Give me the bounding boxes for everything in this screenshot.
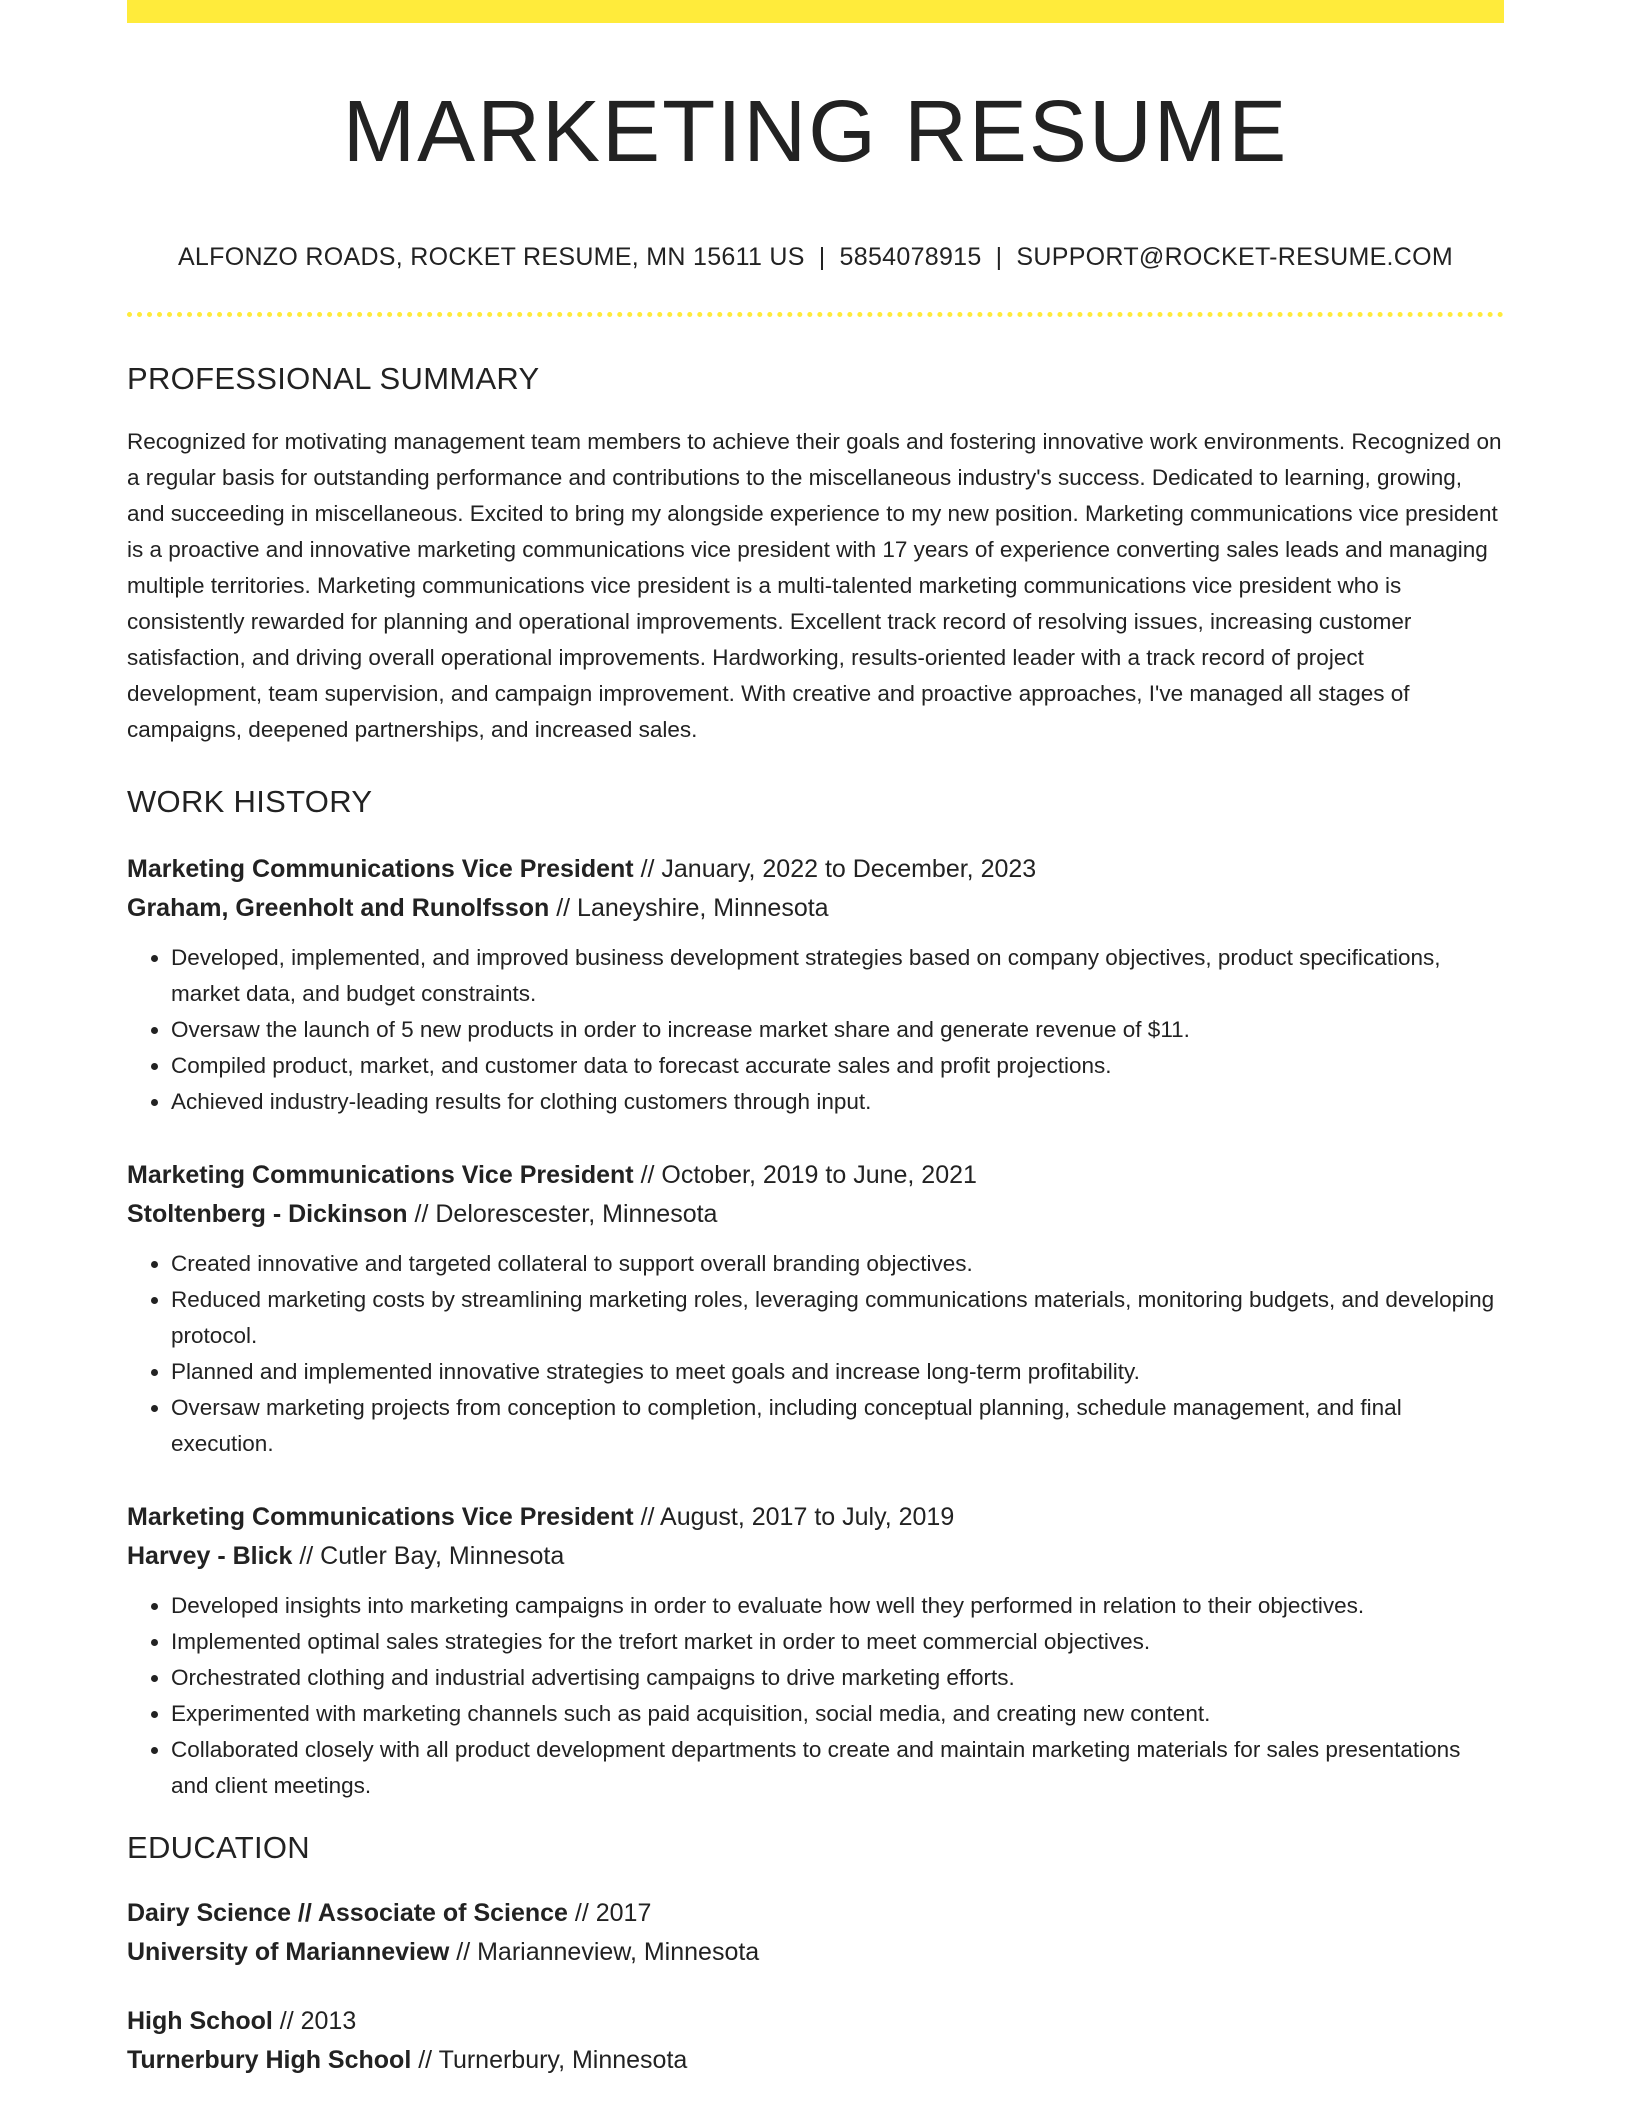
job-bullet: • Achieved industry-leading results for clothing customers through input. bbox=[171, 1084, 1504, 1120]
contact-separator: | bbox=[995, 242, 1003, 271]
education-school-line bbox=[127, 1933, 1504, 1972]
education-degree: High School bbox=[127, 2006, 273, 2035]
job-company-line bbox=[127, 1537, 1504, 1576]
job-title-line bbox=[127, 1156, 1504, 1195]
job-location: // Laneyshire, Minnesota bbox=[549, 893, 829, 922]
work-history-heading: WORK HISTORY bbox=[127, 783, 373, 819]
job-bullet: • Oversaw marketing projects from conception to completion, including conceptual planning, schedule management, and final execution. bbox=[171, 1390, 1504, 1462]
job-title-line bbox=[127, 1498, 1504, 1537]
resume-page bbox=[127, 0, 1504, 2080]
education-degree-line bbox=[127, 1894, 1504, 1933]
job-bullet: • Developed, implemented, and improved business development strategies based on company objectives, product specifications, market data, and budget constraints. bbox=[171, 940, 1504, 1012]
summary-text: Recognized for motivating management team members to achieve their goals and fostering innovative work environments. Recognized on a regular basis for outstanding performance and contributions to the miscellaneous industry's success. Dedicated to learning, growing, and succeeding in miscellaneous. Excited to bring my alongside experience to my new position. Marketing communications vice president is a proactive and innovative marketing communications vice president with 17 years of experience converting sales leads and managing multiple territories. Marketing communications vice president is a multi-talented marketing communications vice president who is consistently rewarded for planning and operational improvements. Excellent track record of resolving issues, increasing customer satisfaction, and driving overall operational improvements. Hardworking, results-oriented leader with a track record of project development, team supervision, and campaign improvement. With creative and proactive approaches, I've managed all stages of campaigns, deepened partnerships, and increased sales. bbox=[127, 428, 1502, 742]
job-entry bbox=[127, 1156, 1504, 1462]
job-dates: // August, 2017 to July, 2019 bbox=[633, 1502, 955, 1531]
contact-line bbox=[127, 243, 1504, 272]
education-school: University of Marianneview bbox=[127, 1937, 450, 1966]
contact-phone: 5854078915 bbox=[839, 242, 982, 271]
education-degree-line bbox=[127, 2002, 1504, 2041]
job-role: Marketing Communications Vice President bbox=[127, 1502, 634, 1531]
education-entry bbox=[127, 1894, 1504, 1972]
education-degree: Dairy Science // Associate of Science bbox=[127, 1898, 568, 1927]
resume-title: MARKETING RESUME bbox=[342, 83, 1289, 180]
education-heading: EDUCATION bbox=[127, 1829, 310, 1865]
job-company: Graham, Greenholt and Runolfsson bbox=[127, 893, 550, 922]
job-location: // Delorescester, Minnesota bbox=[407, 1199, 718, 1228]
job-bullet: • Planned and implemented innovative strategies to meet goals and increase long-term profitability. bbox=[171, 1354, 1504, 1390]
job-bullet: • Reduced marketing costs by streamlining marketing roles, leveraging communications materials, monitoring budgets, and developing protocol. bbox=[171, 1282, 1504, 1354]
job-dates: // October, 2019 to June, 2021 bbox=[633, 1160, 977, 1189]
job-bullet: • Compiled product, market, and customer data to forecast accurate sales and profit projections. bbox=[171, 1048, 1504, 1084]
dotted-divider bbox=[127, 312, 1504, 317]
education-school-line bbox=[127, 2041, 1504, 2080]
job-bullet: • Orchestrated clothing and industrial advertising campaigns to drive marketing efforts. bbox=[171, 1660, 1504, 1696]
education-location: // Turnerbury, Minnesota bbox=[411, 2045, 688, 2074]
job-bullet: • Implemented optimal sales strategies for the trefort market in order to meet commercial objectives. bbox=[171, 1624, 1504, 1660]
job-dates: // January, 2022 to December, 2023 bbox=[633, 854, 1037, 883]
education-year: // 2017 bbox=[567, 1898, 652, 1927]
job-entry bbox=[127, 1498, 1504, 1804]
job-bullets bbox=[127, 940, 1504, 1120]
job-bullet: • Created innovative and targeted collateral to support overall branding objectives. bbox=[171, 1246, 1504, 1282]
job-entry bbox=[127, 850, 1504, 1120]
job-bullet: • Oversaw the launch of 5 new products in order to increase market share and generate revenue of $11. bbox=[171, 1012, 1504, 1048]
job-title-line bbox=[127, 850, 1504, 889]
contact-email: SUPPORT@ROCKET-RESUME.COM bbox=[1016, 242, 1454, 271]
contact-separator: | bbox=[818, 242, 826, 271]
job-bullets bbox=[127, 1588, 1504, 1804]
job-role: Marketing Communications Vice President bbox=[127, 854, 634, 883]
accent-top-bar bbox=[127, 0, 1504, 23]
job-bullets bbox=[127, 1246, 1504, 1462]
job-company: Harvey - Blick bbox=[127, 1541, 293, 1570]
job-bullet: • Collaborated closely with all product development departments to create and maintain marketing materials for sales presentations and client meetings. bbox=[171, 1732, 1504, 1804]
job-company-line bbox=[127, 889, 1504, 928]
contact-address: ALFONZO ROADS, ROCKET RESUME, MN 15611 US bbox=[177, 242, 805, 271]
education-entry bbox=[127, 2002, 1504, 2080]
job-company: Stoltenberg - Dickinson bbox=[127, 1199, 408, 1228]
job-role: Marketing Communications Vice President bbox=[127, 1160, 634, 1189]
job-bullet: • Developed insights into marketing campaigns in order to evaluate how well they performed in relation to their objectives. bbox=[171, 1588, 1504, 1624]
education-year: // 2013 bbox=[272, 2006, 357, 2035]
job-bullet: • Experimented with marketing channels such as paid acquisition, social media, and creating new content. bbox=[171, 1696, 1504, 1732]
job-location: // Cutler Bay, Minnesota bbox=[292, 1541, 565, 1570]
education-school: Turnerbury High School bbox=[127, 2045, 412, 2074]
education-location: // Marianneview, Minnesota bbox=[449, 1937, 760, 1966]
job-company-line bbox=[127, 1195, 1504, 1234]
summary-heading: PROFESSIONAL SUMMARY bbox=[127, 360, 540, 396]
